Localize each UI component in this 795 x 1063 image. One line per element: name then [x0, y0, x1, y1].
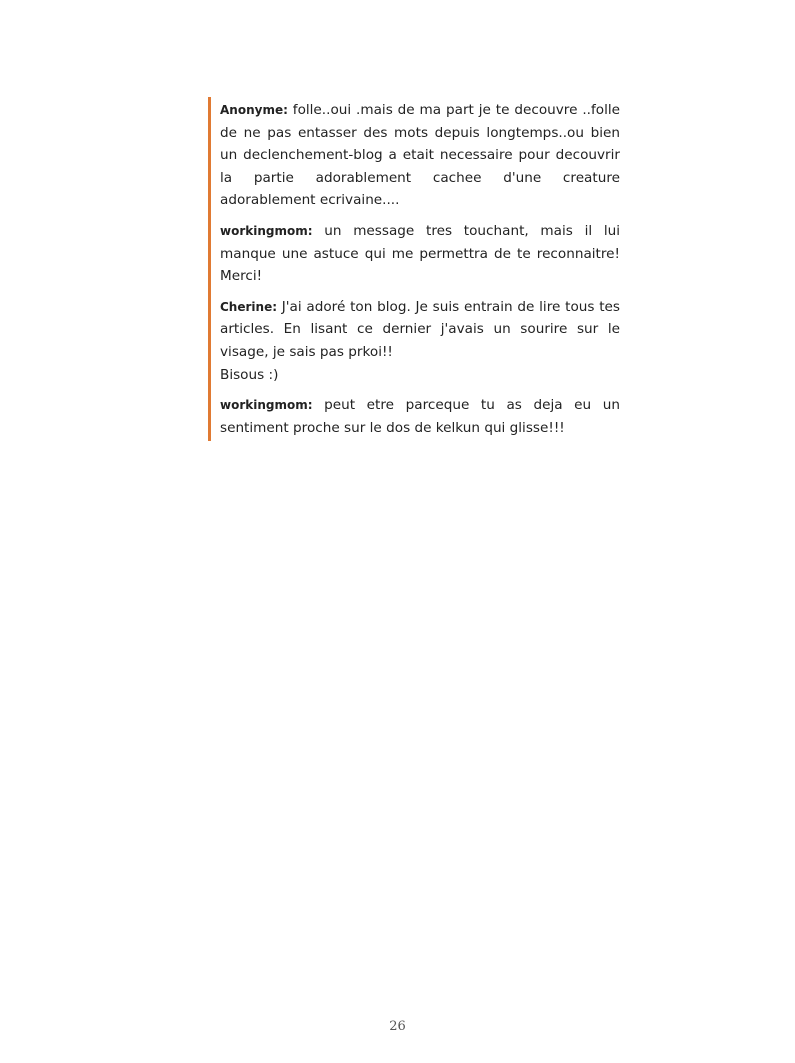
- comment-text: J'ai adoré ton blog. Je suis entrain de lire tous tes articles. En lisant ce dernier j'avais un sourire sur le visage, je sais pas prkoi!!: [220, 298, 620, 360]
- comment: [220, 220, 620, 288]
- comments-block: [208, 97, 620, 441]
- comment: [220, 394, 620, 439]
- comment-signoff: Bisous :): [220, 366, 279, 383]
- comment-text: peut etre parceque tu as deja eu un sentiment proche sur le dos de kelkun qui glisse!!!: [220, 397, 620, 436]
- comment-author: Cherine:: [220, 299, 277, 314]
- comment-text: folle..oui .mais de ma part je te decouvre ..folle de ne pas entasser des mots depuis longtemps..ou bien un declenchement-blog a etait necessaire pour decouvrir la partie adorablement cachee d'une creature adorablement ecrivaine....: [220, 102, 620, 209]
- comment: [220, 296, 620, 386]
- comment-author: Anonyme:: [220, 103, 288, 117]
- comment-author: workingmom:: [220, 223, 313, 238]
- comment: [220, 99, 620, 212]
- comment-text: un message tres touchant, mais il lui manque une astuce qui me permettra de te reconnaitre! Merci!: [220, 222, 620, 285]
- page-number: 26: [389, 1019, 406, 1034]
- comment-author: workingmom:: [220, 398, 313, 413]
